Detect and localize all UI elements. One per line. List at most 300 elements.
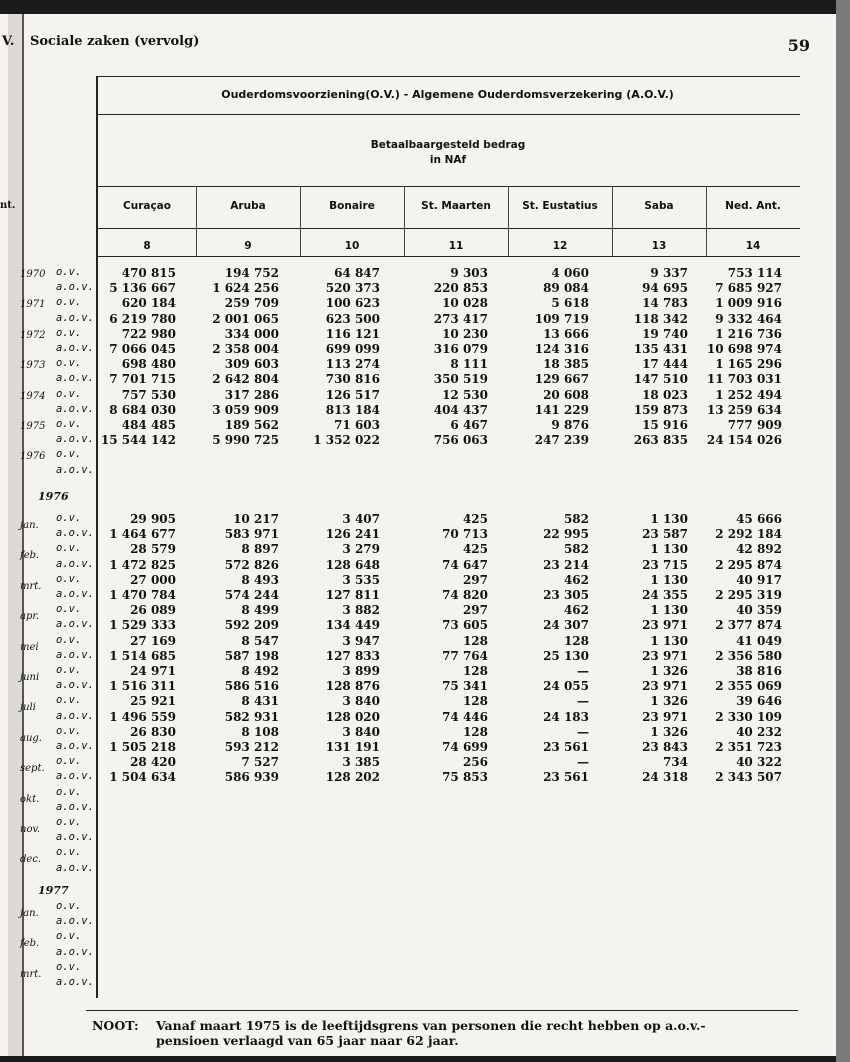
table-cell: 23 843 (642, 740, 688, 754)
type-label-ov: o.v. (56, 755, 82, 768)
type-label-aov: a.o.v. (56, 618, 94, 631)
table-cell: 297 (462, 572, 488, 587)
column-header-saba: Saba (644, 200, 674, 212)
table-cell: — (577, 694, 589, 709)
table-cell: 1 516 311 (109, 679, 176, 694)
table-cell: 1 130 (650, 572, 688, 587)
table-cell: 8 431 (241, 694, 279, 709)
year-label: 1971 (20, 299, 46, 311)
table-cell: 484 485 (121, 418, 176, 432)
table-cell: 730 816 (325, 372, 380, 387)
table-cell: 7 066 045 (109, 342, 176, 356)
table-cell: 40 359 (736, 603, 782, 618)
table-cell: 273 417 (433, 311, 488, 326)
table-cell: 23 971 (642, 648, 688, 663)
type-label-aov: a.o.v. (56, 281, 94, 294)
page (0, 14, 836, 1056)
table-cell: 11 703 031 (706, 372, 782, 387)
table-cell: 1 326 (650, 664, 688, 678)
table-cell: 75 853 (442, 770, 488, 785)
type-label-aov: a.o.v. (56, 800, 94, 813)
table-cell: 1 470 784 (109, 588, 176, 602)
type-label-aov: a.o.v. (56, 342, 94, 354)
table-cell: 10 698 974 (706, 342, 782, 356)
table-cell: 698 480 (121, 357, 176, 372)
banner-rule (96, 114, 800, 115)
column-number: 9 (244, 240, 252, 252)
table-cell: 4 060 (551, 266, 589, 280)
table-cell: 134 449 (325, 618, 380, 633)
year-label: 1972 (20, 329, 46, 341)
type-label-aov: a.o.v. (56, 527, 94, 540)
table-cell: 9 337 (650, 266, 688, 280)
table-cell: 1 216 736 (715, 326, 782, 341)
table-cell: 13 259 634 (706, 402, 782, 417)
subhead-rule (96, 186, 800, 187)
table-cell: 74 699 (442, 740, 488, 754)
section-number: V. (2, 34, 15, 49)
note-label: NOOT: (92, 1018, 139, 1033)
table-cell: 3 947 (342, 633, 380, 648)
table-cell: 29 905 (130, 512, 176, 526)
table-cell: 15 544 142 (100, 433, 176, 448)
colnum-rule (96, 256, 800, 257)
table-cell: 425 (462, 542, 488, 557)
table-cell: 128 648 (325, 557, 380, 572)
type-label-aov: a.o.v. (56, 372, 94, 385)
table-cell: 23 971 (642, 618, 688, 633)
type-label-ov: o.v. (56, 387, 82, 400)
type-label-ov: o.v. (56, 785, 82, 798)
table-cell: 25 921 (130, 694, 176, 709)
type-label-ov: o.v. (56, 960, 82, 973)
table-cell: 70 713 (442, 527, 488, 542)
table-cell: 128 (462, 724, 488, 739)
subheading-line-1: Betaalbaargesteld bedrag (370, 139, 526, 151)
year-title-1977: 1977 (38, 884, 69, 897)
table-cell: 40 917 (736, 572, 782, 587)
table-cell: 128 (462, 694, 488, 709)
table-cell: 8 493 (241, 572, 279, 587)
table-cell: 109 719 (534, 311, 589, 326)
table-cell: 141 229 (534, 402, 589, 417)
table-cell: 40 322 (736, 755, 782, 770)
year-label: 1974 (20, 390, 46, 402)
table-cell: 18 023 (642, 387, 688, 402)
table-cell: 128 (563, 633, 589, 648)
type-label-aov: a.o.v. (56, 557, 94, 570)
table-cell: 582 931 (224, 709, 279, 724)
page-number: 59 (787, 36, 810, 55)
table-cell: 64 847 (334, 266, 380, 280)
table-cell: 6 219 780 (109, 311, 176, 326)
table-cell: 23 971 (642, 679, 688, 694)
table-cell: 23 715 (642, 557, 688, 572)
table-cell: 317 286 (224, 387, 279, 402)
table-cell: 28 420 (130, 755, 176, 770)
table-cell: 74 446 (442, 709, 488, 724)
table-cell: 74 820 (442, 588, 488, 602)
table-cell: 1 252 494 (715, 387, 782, 402)
table-cell: 126 241 (325, 527, 380, 542)
table-cell: 7 701 715 (109, 372, 176, 387)
table-cell: 9 303 (450, 266, 488, 280)
month-label: dec. (20, 854, 42, 866)
table-cell: 220 853 (433, 281, 488, 296)
table-cell: 753 114 (727, 266, 782, 280)
table-cell: 9 876 (551, 418, 589, 432)
table-cell: 1 496 559 (109, 709, 176, 724)
table-cell: 10 028 (442, 296, 488, 311)
table-cell: 623 500 (325, 311, 380, 326)
type-label-aov: a.o.v. (56, 831, 94, 844)
column-number: 12 (552, 240, 568, 252)
type-label-ov: o.v. (56, 724, 82, 737)
table-cell: 23 971 (642, 709, 688, 724)
table-cell: 127 811 (325, 588, 380, 602)
table-cell: 28 579 (130, 542, 176, 557)
table-cell: 586 939 (224, 770, 279, 785)
table-cell: 159 873 (633, 402, 688, 417)
type-label-ov: o.v. (56, 930, 82, 943)
table-cell: 297 (462, 603, 488, 618)
table-cell: 128 (462, 633, 488, 648)
table-cell: 256 (462, 755, 488, 770)
table-subheading (230, 138, 666, 168)
table-cell: 5 136 667 (109, 281, 176, 296)
month-label: feb. (20, 938, 40, 950)
table-cell: 8 492 (241, 664, 279, 678)
table-cell: 23 305 (543, 588, 589, 602)
table-cell: 77 764 (442, 648, 488, 663)
table-cell: 8 684 030 (109, 402, 176, 417)
table-cell: 593 212 (224, 740, 279, 754)
table-cell: 19 740 (642, 326, 688, 341)
table-cell: 5 990 725 (212, 433, 279, 448)
column-header-aruba: Aruba (230, 200, 266, 212)
table-cell: 10 230 (442, 326, 488, 341)
type-label-aov: a.o.v. (56, 433, 94, 446)
month-label: sept. (20, 763, 45, 775)
table-cell: 8 499 (241, 603, 279, 618)
type-label-aov: a.o.v. (56, 945, 94, 958)
type-label-aov: a.o.v. (56, 976, 94, 988)
table-cell: 17 444 (642, 357, 688, 372)
month-label: feb. (20, 550, 40, 562)
table-cell: — (577, 755, 589, 770)
table-cell: 2 292 184 (715, 527, 782, 542)
month-label: juli (20, 702, 36, 714)
table-cell: 38 816 (736, 664, 782, 678)
table-cell: 1 009 916 (715, 296, 782, 311)
table-cell: 27 000 (130, 572, 176, 587)
table-cell: 592 209 (224, 618, 279, 633)
table-cell: 572 826 (224, 557, 279, 572)
table-cell: 22 995 (543, 527, 589, 542)
table-cell: 24 971 (130, 664, 176, 678)
table-cell: 75 341 (442, 679, 488, 694)
table-cell: 1 352 022 (313, 433, 380, 448)
table-cell: 89 084 (543, 281, 589, 296)
table-cell: 1 514 685 (109, 648, 176, 663)
table-cell: 334 000 (224, 326, 279, 341)
table-cell: 128 202 (325, 770, 380, 785)
note-text: Vanaf maart 1975 is de leeftijdsgrens van personen die recht hebben op a.o.v.-pensioen verlaagd van 65 jaar naar 62 jaar. (156, 1018, 706, 1048)
type-label-ov: o.v. (56, 633, 82, 646)
table-cell: 1 529 333 (109, 618, 176, 633)
type-label-aov: a.o.v. (56, 915, 94, 928)
table-cell: 6 467 (450, 418, 488, 432)
table-cell: 2 330 109 (715, 709, 782, 724)
table-cell: 3 059 909 (212, 402, 279, 417)
table-cell: 1 326 (650, 724, 688, 739)
table-cell: 2 356 580 (715, 648, 782, 663)
year-label: 1970 (20, 269, 46, 280)
month-label: mei (20, 641, 39, 653)
table-cell: 309 603 (224, 357, 279, 372)
table-cell: — (577, 724, 589, 739)
month-label: apr. (20, 611, 40, 623)
table-cell: 118 342 (633, 311, 688, 326)
type-label-aov: a.o.v. (56, 679, 94, 692)
table-cell: 39 646 (736, 694, 782, 709)
table-cell: 462 (563, 603, 589, 618)
column-header-curacao: Curaçao (123, 200, 171, 212)
column-number: 11 (448, 240, 464, 252)
column-number: 14 (745, 240, 761, 252)
column-header-bonaire: Bonaire (329, 200, 375, 212)
month-label: jan. (20, 908, 39, 919)
table-cell: 1 130 (650, 542, 688, 557)
table-cell: 722 980 (121, 326, 176, 341)
year-label: 1976 (20, 451, 46, 463)
table-cell: 1 130 (650, 512, 688, 526)
table-cell: 71 603 (334, 418, 380, 432)
table-cell: 1 326 (650, 694, 688, 709)
type-label-ov: o.v. (56, 512, 82, 524)
table-cell: 3 279 (342, 542, 380, 557)
table-cell: — (577, 664, 589, 678)
type-label-ov: o.v. (56, 357, 82, 370)
table-cell: 574 244 (224, 588, 279, 602)
table-banner: Ouderdomsvoorziening(O.V.) - Algemene Ouderdomsverzekering (A.O.V.) (221, 88, 674, 101)
note-rule (86, 1010, 798, 1011)
year-title-1976: 1976 (38, 490, 69, 503)
table-cell: 2 351 723 (715, 740, 782, 754)
table-cell: 94 695 (642, 281, 688, 296)
type-label-ov: o.v. (56, 296, 82, 309)
table-cell: 8 108 (241, 724, 279, 739)
type-label-aov: a.o.v. (56, 463, 94, 476)
column-number: 10 (344, 240, 360, 252)
type-label-ov: o.v. (56, 900, 82, 912)
type-label-ov: o.v. (56, 816, 82, 828)
type-label-ov: o.v. (56, 448, 82, 461)
table-cell: 24 055 (543, 679, 589, 694)
table-cell: 24 318 (642, 770, 688, 785)
table-cell: 13 666 (543, 326, 589, 341)
table-cell: 734 (662, 755, 688, 770)
type-label-ov: o.v. (56, 846, 82, 859)
table-cell: 2 295 319 (715, 588, 782, 602)
month-label: jan. (20, 520, 39, 531)
table-top-rule (96, 76, 800, 77)
type-label-ov: o.v. (56, 572, 82, 585)
table-cell: 1 504 634 (109, 770, 176, 785)
type-label-aov: a.o.v. (56, 861, 94, 874)
table-cell: 128 (462, 664, 488, 678)
table-cell: 8 547 (241, 633, 279, 648)
month-label: okt. (20, 793, 40, 805)
type-label-ov: o.v. (56, 664, 82, 676)
column-header-st-eustatius: St. Eustatius (522, 200, 598, 212)
table-cell: 128 020 (325, 709, 380, 724)
table-cell: 350 519 (433, 372, 488, 387)
type-label-aov: a.o.v. (56, 709, 94, 722)
table-cell: 189 562 (224, 418, 279, 432)
table-cell: 128 876 (325, 679, 380, 694)
table-cell: 757 530 (121, 387, 176, 402)
subheading-line-2: in NAf (429, 154, 467, 166)
table-cell: 24 355 (642, 588, 688, 602)
table-cell: 1 505 218 (109, 740, 176, 754)
table-cell: 3 899 (342, 664, 380, 678)
column-header-st-maarten: St. Maarten (421, 200, 491, 212)
table-cell: 7 685 927 (715, 281, 782, 296)
table-cell: 40 232 (736, 724, 782, 739)
table-cell: 26 089 (130, 603, 176, 618)
table-cell: 425 (462, 512, 488, 526)
table-cell: 74 647 (442, 557, 488, 572)
section-title: Sociale zaken (vervolg) (30, 34, 200, 49)
month-label: aug. (20, 732, 42, 744)
table-cell: 41 049 (736, 633, 782, 648)
type-label-aov: a.o.v. (56, 770, 94, 783)
table-cell: 520 373 (325, 281, 380, 296)
table-cell: 2 001 065 (212, 311, 279, 326)
table-cell: 23 214 (543, 557, 589, 572)
table-cell: 8 111 (450, 357, 488, 372)
table-cell: 5 618 (551, 296, 589, 311)
type-label-ov: o.v. (56, 418, 82, 430)
table-cell: 147 510 (633, 372, 688, 387)
column-number: 8 (143, 240, 151, 252)
table-cell: 404 437 (433, 402, 488, 417)
table-cell: 586 516 (224, 679, 279, 694)
table-cell: 24 307 (543, 618, 589, 633)
table-cell: 1 165 296 (715, 357, 782, 372)
table-cell: 42 892 (736, 542, 782, 557)
table-cell: 470 815 (121, 266, 176, 280)
table-cell: 1 130 (650, 633, 688, 648)
type-label-ov: o.v. (56, 266, 82, 278)
table-cell: 3 407 (342, 512, 380, 526)
table-cell: 26 830 (130, 724, 176, 739)
table-cell: 2 343 507 (715, 770, 782, 785)
table-cell: 699 099 (325, 342, 380, 356)
left-margin-fragment: nt. (0, 200, 16, 211)
table-cell: 194 752 (224, 266, 279, 280)
table-cell: 247 239 (534, 433, 589, 448)
table-cell: 116 121 (325, 326, 380, 341)
page-binding-edge (8, 14, 24, 1056)
table-cell: 1 464 677 (109, 527, 176, 542)
table-cell: 18 385 (543, 357, 589, 372)
type-label-aov: a.o.v. (56, 402, 94, 415)
month-label: nov. (20, 824, 41, 835)
table-cell: 2 355 069 (715, 679, 782, 694)
table-cell: 24 154 026 (706, 433, 782, 448)
table-cell: 1 472 825 (109, 557, 176, 572)
type-label-ov: o.v. (56, 694, 82, 707)
table-cell: 582 (563, 512, 589, 526)
table-cell: 620 184 (121, 296, 176, 311)
table-cell: 813 184 (325, 402, 380, 417)
table-cell: 14 783 (642, 296, 688, 311)
table-cell: 3 882 (342, 603, 380, 618)
type-label-aov: a.o.v. (56, 648, 94, 661)
table-cell: 113 274 (325, 357, 380, 372)
table-cell: 127 833 (325, 648, 380, 663)
table-cell: 15 916 (642, 418, 688, 432)
table-cell: 73 605 (442, 618, 488, 633)
year-label: 1975 (20, 421, 46, 432)
type-label-aov: a.o.v. (56, 588, 94, 600)
table-cell: 3 535 (342, 572, 380, 587)
table-cell: 2 295 874 (715, 557, 782, 572)
table-cell: 587 198 (224, 648, 279, 663)
table-cell: 9 332 464 (715, 311, 782, 326)
table-cell: 10 217 (233, 512, 279, 526)
table-cell: 7 527 (241, 755, 279, 770)
column-number: 13 (651, 240, 667, 252)
table-cell: 100 623 (325, 296, 380, 311)
table-cell: 316 079 (433, 342, 488, 356)
month-label: mrt. (20, 968, 42, 980)
table-cell: 2 358 004 (212, 342, 279, 356)
table-cell: 259 709 (224, 296, 279, 311)
type-label-ov: o.v. (56, 542, 82, 555)
table-cell: 12 530 (442, 387, 488, 402)
table-cell: 20 608 (543, 387, 589, 402)
type-label-ov: o.v. (56, 603, 82, 616)
table-cell: 2 642 804 (212, 372, 279, 387)
table-cell: 2 377 874 (715, 618, 782, 633)
table-cell: 135 431 (633, 342, 688, 356)
month-label: juni (20, 672, 40, 683)
table-cell: 23 587 (642, 527, 688, 542)
type-label-aov: a.o.v. (56, 740, 94, 752)
year-label: 1973 (20, 360, 46, 372)
table-cell: 777 909 (727, 418, 782, 432)
table-cell: 462 (563, 572, 589, 587)
table-cell: 23 561 (543, 740, 589, 754)
table-cell: 582 (563, 542, 589, 557)
table-cell: 131 191 (325, 740, 380, 754)
table-cell: 126 517 (325, 387, 380, 402)
table-cell: 583 971 (224, 527, 279, 542)
table-cell: 27 169 (130, 633, 176, 648)
column-header-ned-ant: Ned. Ant. (725, 200, 781, 212)
table-cell: 1 130 (650, 603, 688, 618)
table-cell: 8 897 (241, 542, 279, 557)
table-cell: 3 840 (342, 724, 380, 739)
month-label: mrt. (20, 580, 42, 592)
colhead-rule (96, 228, 800, 229)
table-cell: 23 561 (543, 770, 589, 785)
table-cell: 756 063 (433, 433, 488, 448)
type-label-ov: o.v. (56, 326, 82, 339)
